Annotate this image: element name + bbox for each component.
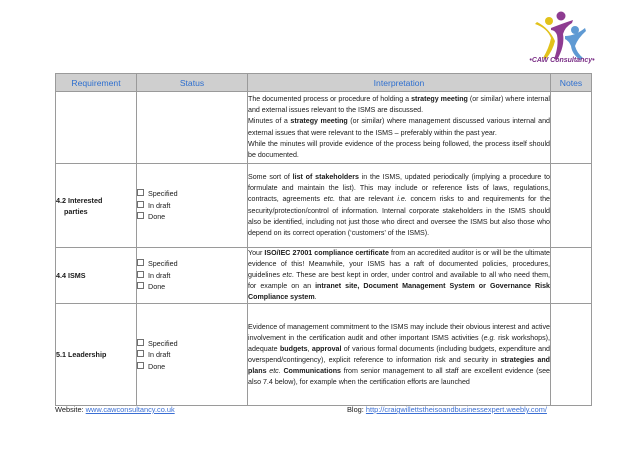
blog-link[interactable]: http://craigwillettstheisoandbusinessexpert.weebly.com/	[365, 405, 547, 414]
logo-figure-left	[535, 22, 555, 59]
status-label: Done	[148, 212, 166, 222]
status-label: Specified	[148, 259, 178, 269]
status-label: In draft	[148, 350, 171, 360]
status-option[interactable]	[137, 188, 247, 200]
interpretation-cell: Some sort of list of stakeholders in the ISMS, updated periodically (implying a procedure to formulate and maintain the list). This may include or reference lists of laws, regulations, contracts, agreements etc. that are relevant i.e. concern risks to and requirements for the security/protection/control of information. Internal corporate stakeholders in the ISMS should also be identified, including not just those who direct and oversee the ISMS but also those who depend on its correct operation (‘customers’ of the ISMS).	[248, 164, 551, 248]
status-option[interactable]	[137, 270, 247, 282]
status-label: In draft	[148, 200, 171, 210]
company-name: •CAW Consultancy•	[529, 57, 595, 64]
table-header-row	[56, 74, 592, 92]
requirement-cell	[56, 164, 137, 248]
requirement-label: 5.1 Leadership	[56, 350, 107, 360]
logo-head-center	[557, 12, 566, 21]
requirement-sublabel: parties	[64, 206, 88, 216]
status-label: Done	[148, 282, 166, 292]
requirement-cell	[56, 248, 137, 304]
status-option[interactable]	[137, 281, 247, 293]
status-cell	[137, 304, 248, 406]
status-label: Specified	[148, 338, 178, 348]
requirement-label: 4.2 Interested	[56, 195, 103, 205]
requirement-label: 4.4 ISMS	[56, 271, 86, 281]
checkbox-icon[interactable]	[137, 189, 144, 196]
checkbox-icon[interactable]	[137, 259, 144, 266]
notes-cell[interactable]	[551, 248, 592, 304]
header-requirement: Requirement	[56, 74, 137, 92]
header-status: Status	[137, 74, 248, 92]
status-option[interactable]	[137, 211, 247, 223]
table-row	[56, 248, 592, 304]
notes-cell[interactable]	[551, 92, 592, 164]
checkbox-icon[interactable]	[137, 271, 144, 278]
table-row	[56, 92, 592, 164]
status-cell	[137, 164, 248, 248]
checkbox-icon[interactable]	[137, 350, 144, 357]
table-row	[56, 164, 592, 248]
logo-head-left	[545, 17, 553, 25]
requirements-table	[55, 73, 592, 406]
table-row	[56, 304, 592, 406]
header-interpretation: Interpretation	[248, 74, 551, 92]
status-label: Specified	[148, 189, 178, 199]
checkbox-icon[interactable]	[137, 339, 144, 346]
website-label: Website:	[55, 405, 86, 414]
requirement-cell	[56, 304, 137, 406]
status-cell	[137, 248, 248, 304]
checkbox-icon[interactable]	[137, 362, 144, 369]
status-option[interactable]	[137, 338, 247, 350]
interpretation-cell: Evidence of management commitment to the ISMS may include their obvious interest and active involvement in the certification audit and other important ISMS activities (e.g. risk workshops), adequate budgets, approval of various formal documents (including budgets, expenditure and overspend/contingency), explicit reference to information risk and security in strategies and plans etc. Communications from senior management to all staff are excellent evidence (see also 7.4 below), for example when the certification efforts are launched	[248, 304, 551, 406]
status-option[interactable]	[137, 361, 247, 373]
interpretation-cell: Your ISO/IEC 27001 compliance certificate from an accredited auditor is or will be the ultimate evidence of this! Meanwhile, your ISMS has a raft of documented policies, procedures, guidelines etc. These are best kept in order, under control and available to all who need them, for example on an intranet site, Document Management System or Governance Risk Compliance system.	[248, 248, 551, 304]
checkbox-icon[interactable]	[137, 201, 144, 208]
status-option[interactable]	[137, 349, 247, 361]
header-notes: Notes	[551, 74, 592, 92]
notes-cell[interactable]	[551, 304, 592, 406]
interpretation-cell: The documented process or procedure of holding a strategy meeting (or similar) where internal and external issues relevant to the ISMS are discussed. Minutes of a strategy meeting (or similar) where management discussed various internal and external issues that were relevant to the ISMS – preferably within the past year. While the minutes will provide evidence of the process being followed, the process itself should be documented.	[248, 92, 551, 164]
checkbox-icon[interactable]	[137, 282, 144, 289]
notes-cell[interactable]	[551, 164, 592, 248]
website-link[interactable]: www.cawconsultancy.co.uk	[85, 405, 175, 414]
status-label: Done	[148, 361, 166, 371]
status-cell	[137, 92, 248, 164]
status-label: In draft	[148, 270, 171, 280]
footer-website	[55, 405, 175, 414]
status-option[interactable]	[137, 200, 247, 212]
footer-blog	[347, 405, 547, 414]
blog-label: Blog:	[347, 405, 366, 414]
status-option[interactable]	[137, 258, 247, 270]
requirement-cell	[56, 92, 137, 164]
checkbox-icon[interactable]	[137, 212, 144, 219]
